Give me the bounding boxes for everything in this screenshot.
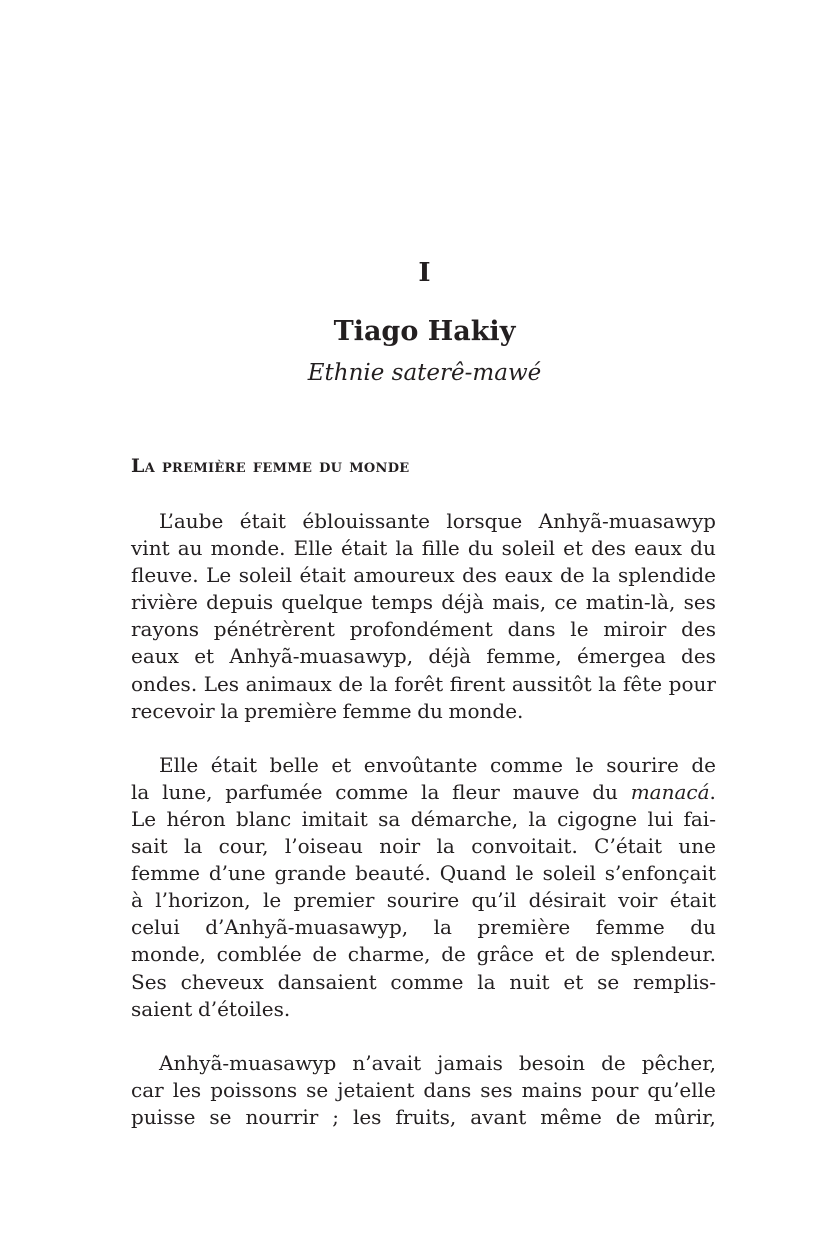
text-line: Elle était belle et envoûtante comme le sourire de: [159, 752, 716, 777]
ethnie-subtitle: Ethnie saterê-mawé: [307, 360, 542, 386]
text-line: Ses cheveux dansaient comme la nuit et se remplis-: [131, 969, 716, 994]
text-line: rivière depuis quelque temps déjà mais, ce matin-là, ses: [131, 590, 716, 615]
author-name: Tiago Hakiy: [333, 316, 516, 347]
text-line: rayons pénétrèrent profondément dans le miroir des: [131, 617, 716, 642]
text-line: vint au monde. Elle était la fille du soleil et des eaux du: [131, 536, 716, 561]
section-title: La première femme du monde: [131, 455, 410, 477]
text-line: puisse se nourrir ; les fruits, avant même de mûrir,: [131, 1104, 716, 1129]
text-line: Anhyã-muasawyp n’avait jamais besoin de pêcher,: [159, 1050, 716, 1075]
text-line: car les poissons se jetaient dans ses mains pour qu’elle: [131, 1077, 716, 1102]
text-line: femme d’une grande beauté. Quand le soleil s’enfonçait: [131, 861, 716, 886]
text-line: ondes. Les animaux de la forêt firent aussitôt la fête pour: [131, 671, 716, 696]
text-line: saient d’étoiles.: [131, 996, 291, 1021]
text-line: celui d’Anhyã-muasawyp, la première femme du: [131, 915, 716, 940]
text-line: fleuve. Le soleil était amoureux des eaux de la splendide: [131, 563, 716, 588]
text-line: à l’horizon, le premier sourire qu’il désirait voir était: [131, 888, 716, 913]
text-line: eaux et Anhyã-muasawyp, déjà femme, émergea des: [131, 644, 716, 669]
paragraph: [131, 1050, 716, 1131]
body-text: [131, 508, 716, 1131]
paragraph-gap: [131, 725, 716, 752]
paragraph: [131, 752, 716, 1023]
paragraph: [131, 508, 716, 725]
text-line: recevoir la première femme du monde.: [131, 698, 524, 723]
text-line: sait la cour, l’oiseau noir la convoitait. C’était une: [131, 834, 716, 859]
chapter-number: I: [418, 258, 431, 288]
text-line: monde, comblée de charme, de grâce et de splendeur.: [131, 942, 716, 967]
paragraph-gap: [131, 1023, 716, 1050]
text-line: L’aube était éblouissante lorsque Anhyã-muasawyp: [159, 509, 716, 533]
text-line: Le héron blanc imitait sa démarche, la cigogne lui fai-: [131, 806, 716, 831]
text-line: la lune, parfumée comme la fleur mauve du manacá.: [131, 779, 716, 804]
